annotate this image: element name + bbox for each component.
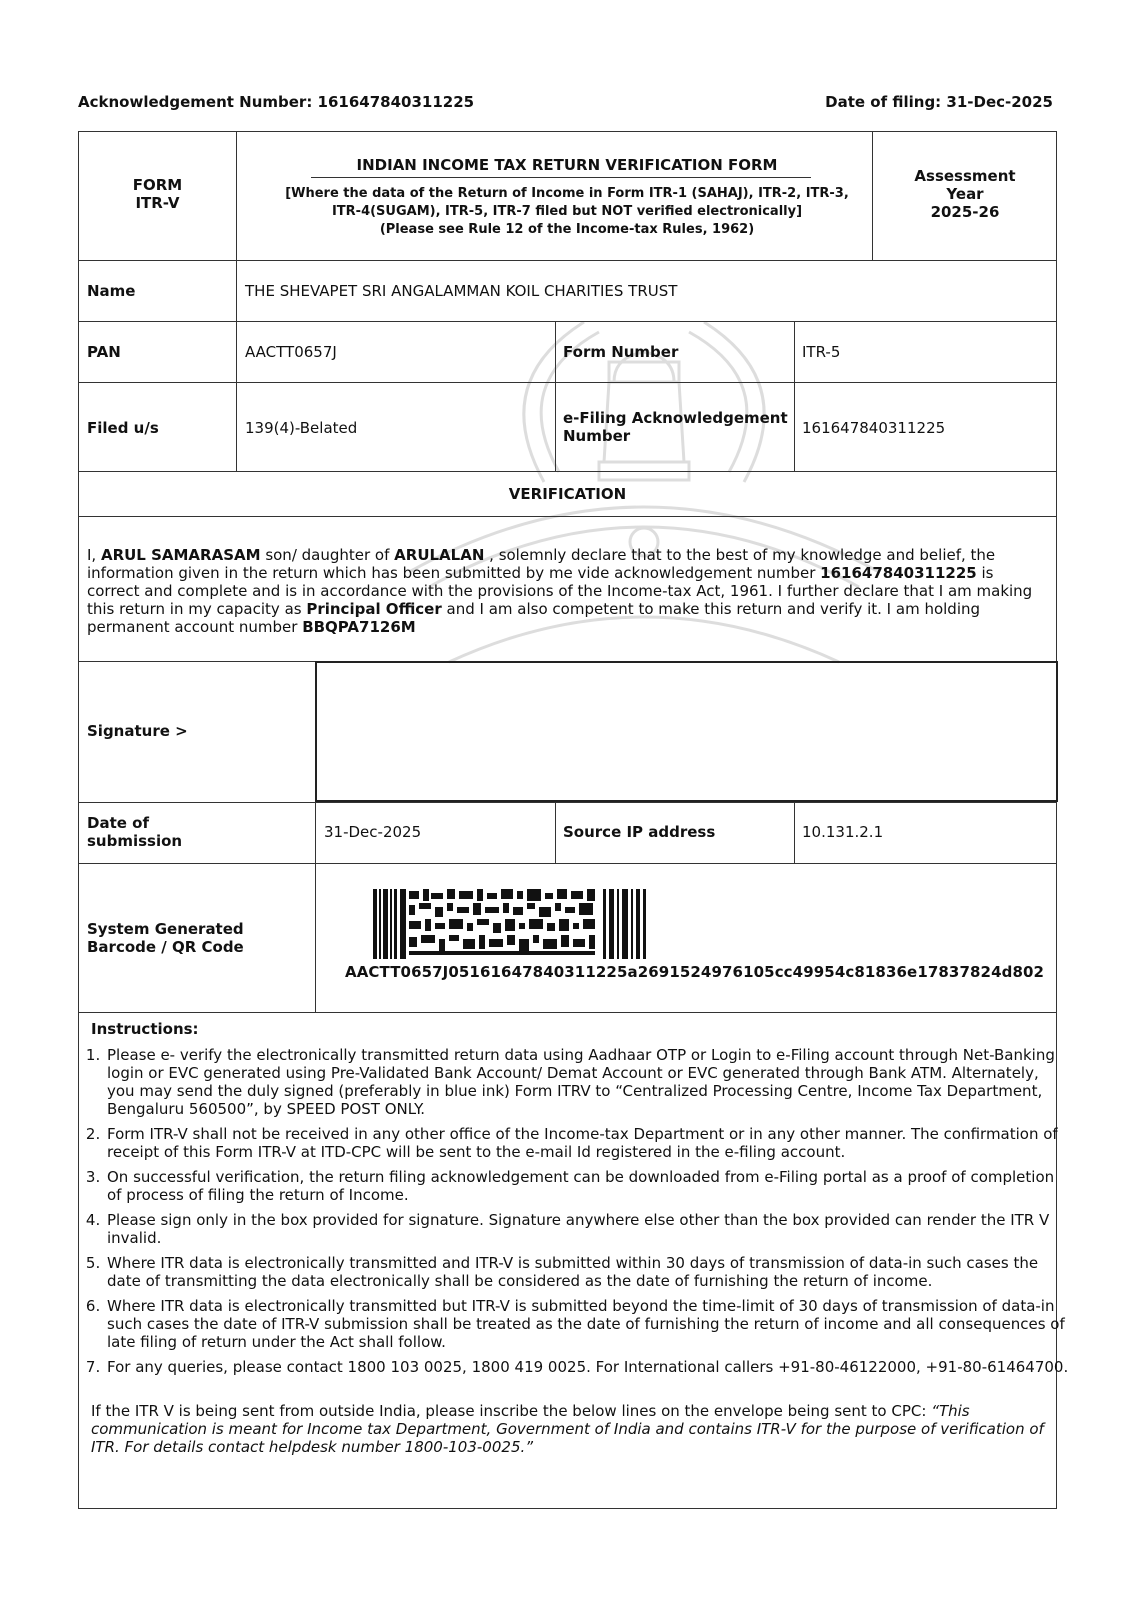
form-title: INDIAN INCOME TAX RETURN VERIFICATION FORM xyxy=(356,156,778,174)
instructions-list xyxy=(79,1046,1070,1383)
instruction-item: 7. For any queries, please contact 1800 103 0025, 1800 419 0025. For International callers +91-80-46122000, +91-80-61464700. xyxy=(105,1358,1070,1376)
instruction-item: 3. On successful verification, the return filing acknowledgement can be downloaded from e-Filing portal as a proof of completion of process of filing the return of Income. xyxy=(105,1168,1070,1204)
efiling-ack-value: 161647840311225 xyxy=(802,419,946,437)
efiling-ack-label: e-Filing Acknowledgement Number xyxy=(563,409,788,445)
barcode-string: AACTT0657J05161647840311225a2691524976105cc49954c81836e17837824d802 xyxy=(345,963,1045,981)
instruction-item: 1. Please e- verify the electronically transmitted return data using Aadhaar OTP or Login to e-Filing account through Net-Banking login or EVC generated using Pre-Validated Bank Account/ Demat Account or EVC generated through Bank ATM. Alternately, you may send the duly signed (preferably in blue ink) Form ITRV to “Centralized Processing Centre, Income Tax Department, Bengaluru 560500”, by SPEED POST ONLY. xyxy=(105,1046,1070,1118)
source-ip-value: 10.131.2.1 xyxy=(802,823,884,841)
verification-declaration: I, ARUL SAMARASAM son/ daughter of ARULALAN , solemnly declare that to the best of my knowledge and belief, the information given in the return which has been submitted by me vide acknowledgement number 161647840311225 is correct and complete and is in accordance with the provisions of the Income-tax Act, 1961. I further declare that I am making this return in my capacity as Principal Officer and I am also competent to make this return and verify it. I am holding permanent account number BBQPA7126M xyxy=(87,546,1033,636)
barcode-label: System Generated Barcode / QR Code xyxy=(87,920,244,956)
instruction-item: 4. Please sign only in the box provided for signature. Signature anywhere else other than the box provided can render the ITR V invalid. xyxy=(105,1211,1070,1247)
declarant-pan: BBQPA7126M xyxy=(302,618,416,636)
declaration-ack-number: 161647840311225 xyxy=(820,564,977,582)
instruction-item: 6. Where ITR data is electronically transmitted but ITR-V is submitted beyond the time-limit of 30 days of transmission of data-in such cases the date of ITR-V submission shall be treated as the date of furnishing the return of income and all consequences of late filing of return under the Act shall follow. xyxy=(105,1297,1070,1351)
title-underline xyxy=(311,177,811,178)
pan-value: AACTT0657J xyxy=(245,343,337,361)
date-of-submission-value: 31-Dec-2025 xyxy=(324,823,422,841)
declarant-capacity: Principal Officer xyxy=(306,600,442,618)
instructions-title: Instructions: xyxy=(91,1020,199,1038)
top-line xyxy=(78,93,1053,111)
itr-v-form xyxy=(78,131,1069,1509)
filed-value: 139(4)-Belated xyxy=(245,419,358,437)
verification-heading: VERIFICATION xyxy=(508,485,627,503)
assessment-year: Assessment Year 2025-26 xyxy=(914,167,1016,221)
name-value: THE SHEVAPET SRI ANGALAMMAN KOIL CHARITIES TRUST xyxy=(245,282,678,300)
acknowledgement-number: Acknowledgement Number: 161647840311225 xyxy=(78,93,475,111)
signature-box[interactable] xyxy=(315,661,1058,802)
declarant-name: ARUL SAMARASAM xyxy=(100,546,261,564)
form-subtitle: [Where the data of the Return of Income in Form ITR-1 (SAHAJ), ITR-2, ITR-3, ITR-4(SUGAM), ITR-5, ITR-7 filed but NOT verified electronically] (Please see Rule 12 of the Income-tax Rules, 1962) xyxy=(285,186,849,237)
pan-label: PAN xyxy=(87,343,121,361)
outside-india-note: If the ITR V is being sent from outside India, please inscribe the below lines on the envelope being sent to CPC: “This communication is meant for Income tax Department, Government of India and contains ITR-V for the purpose of verification of ITR. For details contact helpdesk number 1800-103-0025.” xyxy=(91,1402,1044,1456)
filed-label: Filed u/s xyxy=(87,419,159,437)
source-ip-label: Source IP address xyxy=(563,823,716,841)
parent-name: ARULALAN xyxy=(394,546,485,564)
form-number-label: Form Number xyxy=(563,343,679,361)
barcode-icon xyxy=(373,889,648,959)
date-of-filing: Date of filing: 31-Dec-2025 xyxy=(825,93,1053,111)
instruction-item: 5. Where ITR data is electronically transmitted and ITR-V is submitted within 30 days of transmission of data-in such cases the date of transmitting the data electronically shall be considered as the date of furnishing the return of income. xyxy=(105,1254,1070,1290)
name-label: Name xyxy=(87,282,136,300)
form-number-value: ITR-5 xyxy=(802,343,841,361)
date-of-submission-label: Date of submission xyxy=(87,814,183,850)
envelope-inscription: “This communication is meant for Income tax Department, Government of India and contains ITR-V for the purpose of verification of ITR. For details contact helpdesk number 1800-103-0025.” xyxy=(91,1402,1044,1456)
signature-label: Signature > xyxy=(87,722,188,740)
instruction-item: 2. Form ITR-V shall not be received in any other office of the Income-tax Department or in any other manner. The confirmation of receipt of this Form ITR-V at ITD-CPC will be sent to the e-mail Id registered in the e-filing account. xyxy=(105,1125,1070,1161)
form-label: FORM ITR-V xyxy=(132,176,183,212)
